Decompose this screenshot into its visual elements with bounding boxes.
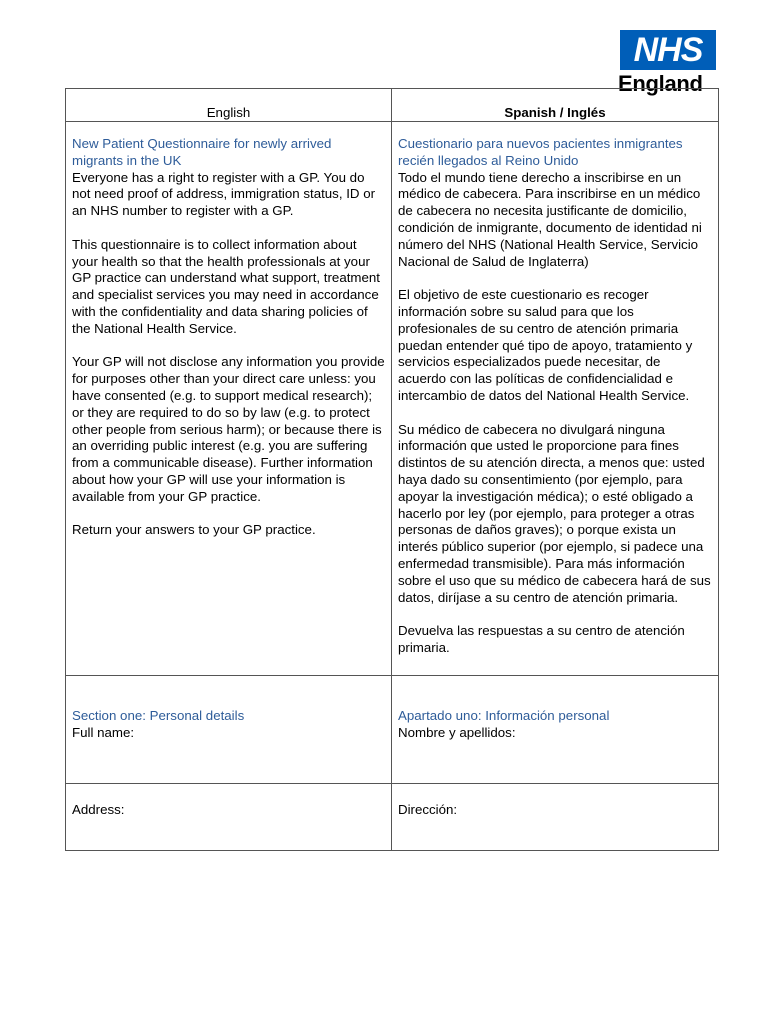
intro-english-paragraph: Return your answers to your GP practice. — [72, 522, 316, 538]
nhs-logo-box: NHS — [620, 30, 716, 70]
intro-spanish-paragraph: Devuelva las respuestas a su centro de atención primaria. — [398, 623, 685, 655]
nhs-england-logo — [618, 30, 718, 96]
address-label-es: Dirección: — [398, 802, 458, 818]
intro-spanish-paragraph: El objetivo de este cuestionario es recoger información sobre su salud para que los profesionales de su centro de atención primaria puedan entender qué tipo de apoyo, tratamiento y servicios especializados puede necesitar, de acuerdo con las políticas de confidencialidad e intercambio de datos del National Health Service. — [398, 287, 693, 403]
intro-spanish-paragraph: Su médico de cabecera no divulgará ninguna información que usted le proporcione para fines distintos de su atención directa, a menos que: usted haya dado su consentimiento (por ejemplo, para apoyar la investigación médica); o esté obligado a hacerlo por ley (por ejemplo, para proteger a otras personas de daños graves); o porque exista un interés público superior (por ejemplo, si padece una enfermedad transmisible). Para más información sobre el uso que su médico de cabecera hará de sus datos, diríjase a su centro de atención primaria. — [398, 421, 711, 605]
full-name-label-es: Nombre y apellidos: — [398, 724, 516, 740]
intro-english-cell — [66, 122, 392, 676]
section-one-spanish-title: Apartado uno: Información personal — [398, 707, 610, 723]
english-header: English — [66, 89, 392, 122]
intro-english-paragraph: Everyone has a right to register with a GP. You do not need proof of address, immigration status, ID or an NHS number to register with a GP. — [72, 169, 376, 219]
intro-english-title: New Patient Questionnaire for newly arrived migrants in the UK — [72, 136, 332, 168]
address-english-cell[interactable] — [66, 784, 392, 851]
section-one-english-title-cell — [66, 675, 392, 784]
intro-spanish-cell — [392, 122, 719, 676]
intro-english-paragraph: This questionnaire is to collect information about your health so that the health professionals at your GP practice can understand what support, treatment and specialist services you may need in accordance with the confidentiality and data sharing policies of the National Health Service. — [72, 236, 380, 336]
address-label: Address: — [72, 802, 125, 818]
intro-english-paragraph: Your GP will not disclose any information you provide for purposes other than your direct care unless: you have consented (e.g. to support medical research); or they are required to do so by law (e.g. to protect other people from serious harm); or because there is an overriding public interest (e.g. you are suffering from a communicable disease). Further information about how your GP will use your information is available from your GP practice. — [72, 354, 385, 504]
address-row — [66, 784, 719, 851]
intro-spanish-paragraph: Todo el mundo tiene derecho a inscribirse en un médico de cabecera. Para inscribirse en un médico de cabecera no necesita justificante de domicilio, condición de inmigrante, documento de identidad ni número del NHS (National Health Service, Servicio Nacional de Salud de Inglaterra) — [398, 169, 702, 269]
full-name-label: Full name: — [72, 724, 135, 740]
section-one-english-title: Section one: Personal details — [72, 707, 245, 723]
section-one-header-row — [66, 675, 719, 784]
nhs-logo-region: England — [618, 71, 703, 96]
questionnaire-table — [65, 88, 719, 851]
intro-row — [66, 122, 719, 676]
intro-spanish-title: Cuestionario para nuevos pacientes inmigrantes recién llegados al Reino Unido — [398, 136, 683, 168]
section-one-spanish-title-cell — [392, 675, 719, 784]
address-spanish-cell[interactable] — [392, 784, 719, 851]
language-header-row — [66, 89, 719, 122]
spanish-header: Spanish / Inglés — [392, 89, 719, 122]
